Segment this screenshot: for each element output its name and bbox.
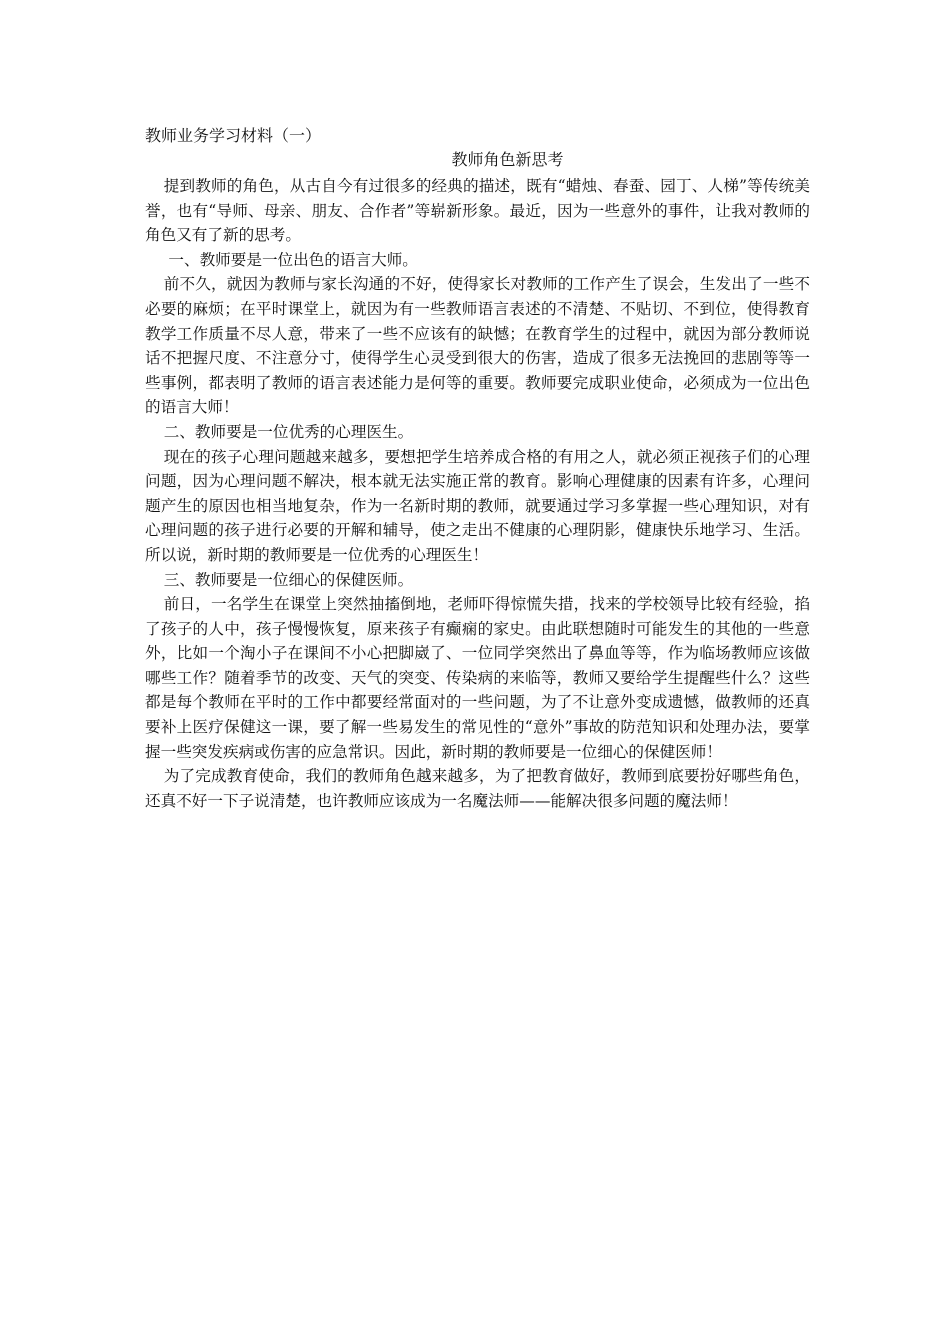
document-title: 教师角色新思考: [451, 150, 564, 169]
section-heading-2: 二、教师要是一位优秀的心理医生。: [163, 422, 414, 441]
intro-paragraph: 提到教师的角色，从古自今有过很多的经典的描述，既有“蜡烛、春蚕、园丁、人梯”等传统美誉，也有“导师、母亲、朋友、合作者”等崭新形象。最近，因为一些意外的事件，让我对教师的角色又有了新的思考。: [145, 177, 810, 245]
section-body-1: 前不久，就因为教师与家长沟通的不好，使得家长对教师的工作产生了误会，生发出了一些不必要的麻烦；在平时课堂上，就因为有一些教师语言表述的不清楚、不贴切、不到位，使得教育教学工作质量不尽人意，带来了一些不应该有的缺憾；在教育学生的过程中，就因为部分教师说话不把握尺度、不注意分寸，使得学生心灵受到很大的伤害，造成了很多无法挽回的悲剧等等一些事例，都表明了教师的语言表述能力是何等的重要。教师要完成职业使命，必须成为一位出色的语言大师！: [145, 275, 810, 417]
section-body-3: 前日，一名学生在课堂上突然抽搐倒地，老师吓得惊慌失措，找来的学校领导比较有经验，掐了孩子的人中，孩子慢慢恢复，原来孩子有癫痫的家史。由此联想随时可能发生的其他的一些意外，比如一个淘小子在课间不小心把脚崴了、一位同学突然出了鼻血等等，作为临场教师应该做哪些工作？随着季节的改变、天气的突变、传染病的来临等，教师又要给学生提醒些什么？这些都是每个教师在平时的工作中都要经常面对的一些问题，为了不让意外变成遗憾，做教师的还真要补上医疗保健这一课，要了解一些易发生的常见性的“意外”事故的防范知识和处理办法，要掌握一些突发疾病或伤害的应急常识。因此，新时期的教师要是一位细心的保健医师！: [145, 595, 810, 761]
document-label: 教师业务学习材料（一）: [145, 126, 322, 145]
section-heading-1: 一、教师要是一位出色的语言大师。: [168, 250, 418, 269]
section-body-2: 现在的孩子心理问题越来越多，要想把学生培养成合格的有用之人，就必须正视孩子们的心理问题，因为心理问题不解决，根本就无法实施正常的教育。影响心理健康的因素有许多，心理问题产生的原因也相当地复杂，作为一名新时期的教师，就要通过学习多掌握一些心理知识，对有心理问题的孩子进行必要的开解和辅导，使之走出不健康的心理阴影，健康快乐地学习、生活。所以说，新时期的教师要是一位优秀的心理医生！: [145, 447, 810, 564]
document-page: [145, 124, 810, 813]
conclusion-paragraph: 为了完成教育使命，我们的教师角色越来越多，为了把教育做好，教师到底要扮好哪些角色，还真不好一下子说清楚，也许教师应该成为一名魔法师——能解决很多问题的魔法师！: [145, 767, 810, 810]
section-heading-3: 三、教师要是一位细心的保健医师。: [163, 570, 414, 589]
